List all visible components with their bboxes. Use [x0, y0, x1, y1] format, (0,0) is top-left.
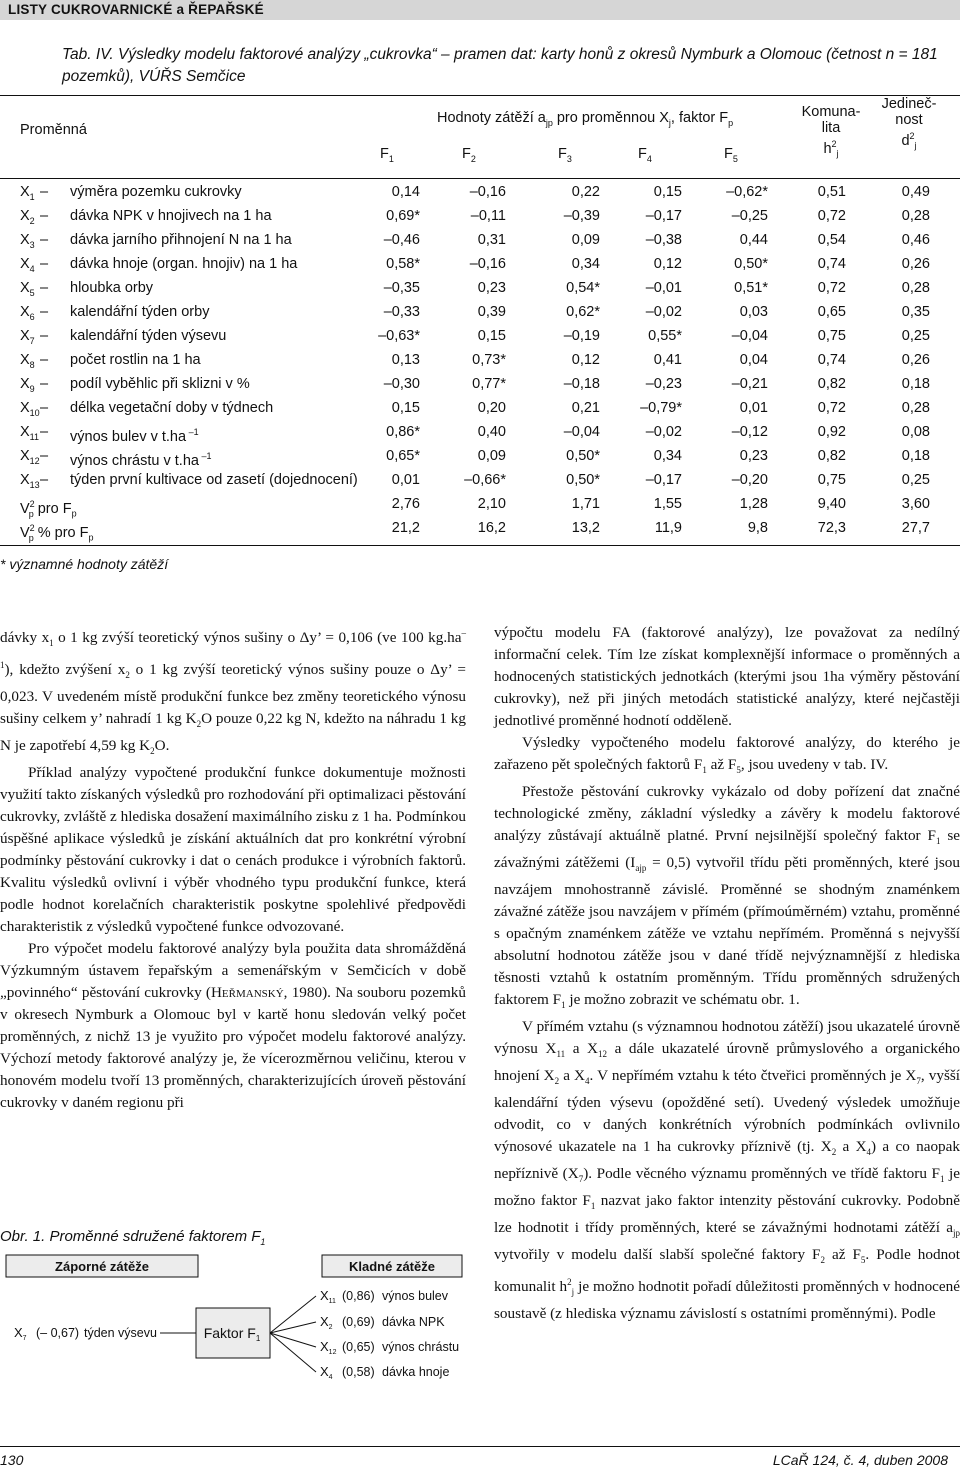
row-variable: $X_1$: [20, 184, 35, 202]
cell-value: –0,18: [563, 376, 600, 392]
cell-value: –0,19: [563, 328, 600, 344]
cell-value: –0,04: [563, 424, 600, 440]
cell-value: 0,86*: [386, 424, 420, 440]
cell-value: 0,72: [817, 280, 846, 296]
cell-value: –0,79*: [640, 400, 682, 416]
factor-label: Faktor $F_1$: [203, 1325, 261, 1343]
cell-value: –0,12: [731, 424, 768, 440]
cell-value: 0,74: [817, 256, 846, 272]
row-dash: –: [40, 280, 49, 296]
paragraph: Příklad analýzy vypočtené produkční funkce dokumentuje možnosti využití takto získaných výsledků pro rozhodování při optimalizaci pěstování cukrovky, zvláště z hlediska dosažení maximálního zisku z 1 ha. Podmínkou úspěšné aplikace výsledků je získání aktuálních dat pro konkrétní výrobní podmínky pěstování cukrovky i dat o cenách produkce i výrobních faktorů. Kvalitu výsledků ovlivní i výběr vhodného typu produkční funkce, která podle hodnot korelačních charakteristik poskytne spolehlivé předpovědi charakteristik z výsledků vypočtené funkce odvozované.: [0, 764, 466, 936]
row-dash: –: [40, 376, 49, 392]
negative-item-var: $X_7$: [14, 1325, 27, 1342]
negative-item-value: (– 0,67): [36, 1326, 80, 1340]
row-label: dávka NPK v hnojivech na 1 ha: [70, 208, 272, 224]
row-variable: $X_3$: [20, 232, 35, 250]
cell-value: 0,46: [901, 232, 930, 248]
table-row: [0, 301, 960, 325]
cell-value: 0,21: [571, 400, 600, 416]
cell-value: 0,08: [901, 424, 930, 440]
cell-value: –0,16: [469, 256, 506, 272]
cell-value: 0,12: [653, 256, 682, 272]
cell-value: –0,46: [383, 232, 420, 248]
cell-value: 1,71: [571, 496, 600, 512]
summary-row: [0, 493, 960, 517]
cell-value: 0,62*: [566, 304, 600, 320]
footer-rule: [0, 1446, 960, 1447]
row-variable: $X_4$: [20, 256, 35, 274]
table-caption: Tab. IV. Výsledky modelu faktorové analýzy „cukrovka“ – pramen dat: karty honů z okresů Nymburk a Olomouc (četnost n = 181 pozemků), VÚŘS Semčice: [62, 46, 938, 85]
cell-value: –0,23: [645, 376, 682, 392]
cell-value: 0,09: [571, 232, 600, 248]
cell-value: –0,30: [383, 376, 420, 392]
row-label: podíl vyběhlic při sklizni v %: [70, 376, 250, 392]
row-variable: $X_5$: [20, 280, 35, 298]
paragraph: výpočtu modelu FA (faktorové analýzy), lze považovat za nedílný informační celek. Tím lze získat komplexnější informace o proměnných a hodnocených statistických jednotkách (kterými jsou 1ha výměry pěstování cukrovky), než při jiných metodách statistické analýzy, které nejčastěji jednotlivé proměnné hodnotí odděleně.: [494, 624, 960, 729]
cell-value: 0,28: [901, 280, 930, 296]
head-variable: Proměnná: [20, 122, 87, 138]
cell-value: 0,23: [739, 448, 768, 464]
row-label: výměra pozemku cukrovky: [70, 184, 242, 200]
cell-value: 0,15: [391, 400, 420, 416]
row-dash: –: [40, 352, 49, 368]
cell-value: 1,28: [739, 496, 768, 512]
table-head-rule: [0, 178, 960, 179]
factor-header: $F_4$: [638, 146, 652, 164]
row-dash: –: [40, 184, 49, 200]
cell-value: 0,01: [391, 472, 420, 488]
row-variable: $X_2$: [20, 208, 35, 226]
cell-value: –0,02: [645, 304, 682, 320]
negative-items: [14, 1325, 196, 1342]
cell-value: 0,14: [391, 184, 420, 200]
cell-value: 0,75: [817, 472, 846, 488]
cell-value: 0,39: [477, 304, 506, 320]
cell-value: 0,54*: [566, 280, 600, 296]
cell-value: –0,11: [470, 208, 506, 224]
connector-line: [270, 1333, 316, 1347]
paragraph: Výsledky vypočteného modelu faktorové analýzy, do kterého je zařazeno pět společných faktorů $F_1$ až $F_5$, jsou uvedeny v tab. IV.: [494, 734, 960, 776]
cell-value: 0,92: [817, 424, 846, 440]
cell-value: 0,25: [901, 328, 930, 344]
row-label: kalendářní týden orby: [70, 304, 210, 320]
paragraph: V přímém vztahu (s významnou hodnotou zátěží) jsou ukazatelé úrovně výnosu $X_{11}$ a $X_{12}$ a dále ukazatelé úrovně průmyslového a organického hnojení $X_2$ a $X_4$. V nepřímém vztahu k této čtveřici proměnných je $X_7$, vyšší kalendářní týden výsevu (opožděné setí). Uvedený výsledek umožňuje odvodit, co v daných konkrétních výrobních podmínkách ovlivnilo výnosové ukazatele na 1 ha cukrovky příznivě (tj. $X_2$ a $X_4$) a co naopak nepříznivě $(X_7)$. Podle věcného významu proměnných ve třídě faktoru $F_1$ je možno faktor $F_1$ nazvat jako faktor intenzity pěstování cukrovky. Podobně lze hodnotit i třídy proměnných, které se závažnými hodnotami zátěží $a_{jp}$ vytvořily v modelu další slabší společné faktory $F_2$ až $F_5$. Podle hodnot komunalit $h^2_j$ je možno hodnotit pořadí důležitosti proměnných v hodnocené soustavě (z hlediska významu závislostí s ostatními proměnnými). Podle: [494, 1018, 960, 1323]
cell-value: 72,3: [817, 520, 846, 536]
cell-value: 9,40: [817, 496, 846, 512]
page-number: 130: [0, 1452, 24, 1468]
cell-value: 0,55*: [648, 328, 682, 344]
cell-value: 0,31: [477, 232, 506, 248]
cell-value: –0,02: [645, 424, 682, 440]
row-label: výnos chrástu v t.ha $^{-1}$: [70, 451, 212, 469]
cell-value: –0,25: [731, 208, 768, 224]
cell-value: 21,2: [391, 520, 420, 536]
cell-value: 0,65: [817, 304, 846, 320]
row-dash: –: [40, 448, 49, 464]
positive-item-value: (0,86): [342, 1289, 375, 1303]
cell-value: –0,35: [383, 280, 420, 296]
cell-value: 0,25: [901, 472, 930, 488]
cell-value: 0,77*: [472, 376, 506, 392]
positive-item-value: (0,65): [342, 1340, 375, 1354]
cell-value: 1,55: [653, 496, 682, 512]
cell-value: –0,66*: [464, 472, 506, 488]
cell-value: 2,76: [391, 496, 420, 512]
cell-value: 0,73*: [472, 352, 506, 368]
positive-item-label: výnos chrástu: [382, 1340, 460, 1354]
connector-line: [270, 1333, 316, 1372]
cell-value: –0,01: [645, 280, 682, 296]
row-label: výnos bulev v t.ha $^{-1}$: [70, 427, 199, 445]
cell-value: 0,34: [653, 448, 682, 464]
cell-value: –0,33: [383, 304, 420, 320]
factor-diagram: [0, 1254, 468, 1404]
head-loadings: Hodnoty zátěží $a_{jp}$ pro proměnnou $X_j$, faktor $F_p$: [437, 110, 734, 128]
row-label: počet rostlin na 1 ha: [70, 352, 201, 368]
row-label: kalendářní týden výsevu: [70, 328, 227, 344]
cell-value: 0,09: [477, 448, 506, 464]
cell-value: –0,16: [469, 184, 506, 200]
table-row: [0, 349, 960, 373]
positive-items: [270, 1288, 459, 1381]
row-dash: –: [40, 400, 49, 416]
factor-header: $F_3$: [558, 146, 572, 164]
row-label: dávka hnoje (organ. hnojiv) na 1 ha: [70, 256, 298, 272]
figure-caption: Obr. 1. Proměnné sdružené faktorem $F_1$: [0, 1228, 266, 1247]
cell-value: 0,74: [817, 352, 846, 368]
cell-value: 0,01: [739, 400, 768, 416]
cell-value: 0,72: [817, 208, 846, 224]
cell-value: 0,50*: [566, 472, 600, 488]
factor-header: $F_2$: [462, 146, 476, 164]
row-dash: –: [40, 472, 49, 488]
row-dash: –: [40, 424, 49, 440]
row-label: dávka jarního přihnojení N na 1 ha: [70, 232, 292, 248]
row-dash: –: [40, 208, 49, 224]
cell-value: 27,7: [901, 520, 930, 536]
row-variable: $X_{13}$: [20, 472, 40, 490]
paragraph: Přestože pěstování cukrovky vykázalo od doby pořízení dat značné technologické změny, základní výsledky a závěry k modelu faktorové analýzy zůstávají aktuálně platné. První nejsilnější společný faktor $F_1$ se závažnými zátěžemi $(I_{ajp} = 0,5)$ vytvořil třídu pěti proměnných, které jsou navzájem mnohostranně závislé. Proměnné se shodným znaménkem závažné zátěže jsou navzájem v přímém (přímoúměrném) vztahu, proměnné s opačným znaménkem zátěže ve vztahu nepřímém. Proměnná s nejvyšší absolutní hodnotou zátěže jsou v dané třídě nejvýznamnější z hlediska těsnosti vztahů k ostatním proměnným. Třídu proměnných sdružených faktorem $F_1$ je možno zobrazit ve schématu obr. 1.: [494, 783, 960, 1011]
positive-item-label: dávka NPK: [382, 1315, 445, 1329]
text-column-left: [0, 622, 466, 1114]
table-row: [0, 205, 960, 229]
row-variable: $X_{11}$: [20, 424, 40, 442]
row-variable: $X_7$: [20, 328, 35, 346]
cell-value: 0,51*: [734, 280, 768, 296]
cell-value: 13,2: [571, 520, 600, 536]
cell-value: 0,72: [817, 400, 846, 416]
cell-value: 0,28: [901, 400, 930, 416]
journal-issue: LCaŘ 124, č. 4, duben 2008: [772, 1452, 948, 1468]
cell-value: 0,82: [817, 376, 846, 392]
cell-value: 0,51: [817, 184, 846, 200]
summary-label: $V^2_p$ pro $F_p$: [20, 499, 77, 519]
cell-value: 0,12: [571, 352, 600, 368]
cell-value: 0,69*: [386, 208, 420, 224]
positive-item-var: $X_4$: [320, 1364, 333, 1381]
table-top-rule: [0, 95, 960, 96]
table-row: [0, 421, 960, 445]
cell-value: 0,40: [477, 424, 506, 440]
cell-value: 0,50*: [734, 256, 768, 272]
cell-value: 0,04: [739, 352, 768, 368]
positive-title: Kladné zátěže: [349, 1259, 435, 1274]
cell-value: 0,34: [571, 256, 600, 272]
cell-value: 0,75: [817, 328, 846, 344]
negative-title: Záporné zátěže: [55, 1259, 149, 1274]
summary-row: [0, 517, 960, 541]
positive-item-var: $X_{11}$: [320, 1288, 336, 1305]
row-dash: –: [40, 328, 49, 344]
cell-value: 16,2: [477, 520, 506, 536]
factor-header: $F_5$: [724, 146, 738, 164]
positive-item-value: (0,69): [342, 1315, 375, 1329]
row-variable: $X_{10}$: [20, 400, 40, 418]
table-footnote: * významné hodnoty zátěží: [0, 556, 169, 572]
cell-value: 0,28: [901, 208, 930, 224]
cell-value: 0,54: [817, 232, 846, 248]
cell-value: –0,20: [731, 472, 768, 488]
cell-value: –0,63*: [378, 328, 420, 344]
cell-value: 0,26: [901, 352, 930, 368]
table-row: [0, 277, 960, 301]
summary-label: $V^2_p$ % pro $F_p$: [20, 523, 94, 543]
row-variable: $X_8$: [20, 352, 35, 370]
table-row: [0, 181, 960, 205]
cell-value: 0,20: [477, 400, 506, 416]
row-variable: $X_6$: [20, 304, 35, 322]
cell-value: 11,9: [654, 520, 682, 536]
cell-value: 0,65*: [386, 448, 420, 464]
positive-item-label: výnos bulev: [382, 1289, 449, 1303]
running-header: LISTY CUKROVARNICKÉ a ŘEPAŘSKÉ: [8, 2, 264, 17]
table-row: [0, 373, 960, 397]
positive-item-var: $X_{12}$: [320, 1339, 337, 1356]
positive-item-value: (0,58): [342, 1365, 375, 1379]
paragraph: Pro výpočet modelu faktorové analýzy byla použita data shromážděná Výzkumným ústavem řepařským a semenářským v Semčicích v době „povinného“ pěstování cukrovky (Heřmanský, 1980). Na souboru pozemků v okresech Nymburk a Olomouc byl v kartě honu sledován velký počet proměnných, z nichž 13 je využito pro výpočet modelu faktorové analýzy. Výchozí metody faktorové analýzy je, že vícerozměrnou veličinu, kterou v honovém modelu tvoří 13 proměnných, charakterizujících úroveň pěstování cukrovky v daném regionu při: [0, 940, 466, 1112]
table-row: [0, 445, 960, 469]
cell-value: 0,18: [901, 448, 930, 464]
cell-value: –0,62*: [726, 184, 768, 200]
row-variable: $X_9$: [20, 376, 35, 394]
row-dash: –: [40, 256, 49, 272]
paragraph: dávky $x_1$ o 1 kg zvýší teoretický výnos sušiny o Δy’ = 0,106 (ve 100 $kg.ha^{-1}$), kdežto zvýšení $x_2$ o 1 kg zvýší teoretický výnos sušiny pouze o Δy’ = 0,023. V uvedeném místě produkční funkce bez změny teoretického výnosu sušiny celkem y’ nahradí 1 kg $K_2O$ pouze 0,22 kg N, kdežto na náhradu 1 kg N je zapotřebí 4,59 kg $K_2O$.: [0, 628, 466, 757]
text-column-right: [494, 622, 960, 1325]
cell-value: 0,22: [571, 184, 600, 200]
table-row: [0, 325, 960, 349]
table-row: [0, 229, 960, 253]
positive-item-label: dávka hnoje: [382, 1365, 450, 1379]
row-label: délka vegetační doby v týdnech: [70, 400, 274, 416]
table-row: [0, 253, 960, 277]
cell-value: 0,44: [739, 232, 768, 248]
cell-value: 0,15: [477, 328, 506, 344]
cell-value: 3,60: [901, 496, 930, 512]
cell-value: –0,39: [563, 208, 600, 224]
cell-value: 0,50*: [566, 448, 600, 464]
row-variable: $X_{12}$: [20, 448, 40, 466]
cell-value: 0,26: [901, 256, 930, 272]
table-row: [0, 469, 960, 493]
head-jedinecnost: Jedineč- nost $d^2_j$: [881, 96, 937, 151]
cell-value: 0,82: [817, 448, 846, 464]
cell-value: 0,41: [653, 352, 682, 368]
positive-item-var: $X_2$: [320, 1314, 333, 1331]
cell-value: 0,58*: [386, 256, 420, 272]
cell-value: –0,04: [731, 328, 768, 344]
head-komunalita: Komuna- lita $h^2_j$: [801, 104, 861, 159]
cell-value: 0,23: [477, 280, 506, 296]
row-dash: –: [40, 232, 49, 248]
cell-value: 0,15: [653, 184, 682, 200]
cell-value: –0,17: [645, 208, 682, 224]
cell-value: –0,38: [645, 232, 682, 248]
cell-value: 0,49: [901, 184, 930, 200]
cell-value: 2,10: [477, 496, 506, 512]
cell-value: 0,03: [739, 304, 768, 320]
cell-value: –0,17: [645, 472, 682, 488]
row-dash: –: [40, 304, 49, 320]
negative-item-label: týden výsevu: [84, 1326, 157, 1340]
row-label: týden první kultivace od zasetí (dojednocení): [70, 472, 358, 488]
cell-value: 9,8: [747, 520, 768, 536]
cell-value: 0,18: [901, 376, 930, 392]
row-label: hloubka orby: [70, 280, 154, 296]
cell-value: –0,21: [731, 376, 768, 392]
cell-value: 0,13: [391, 352, 420, 368]
cell-value: 0,35: [901, 304, 930, 320]
table-row: [0, 397, 960, 421]
factor-header: $F_1$: [380, 146, 394, 164]
